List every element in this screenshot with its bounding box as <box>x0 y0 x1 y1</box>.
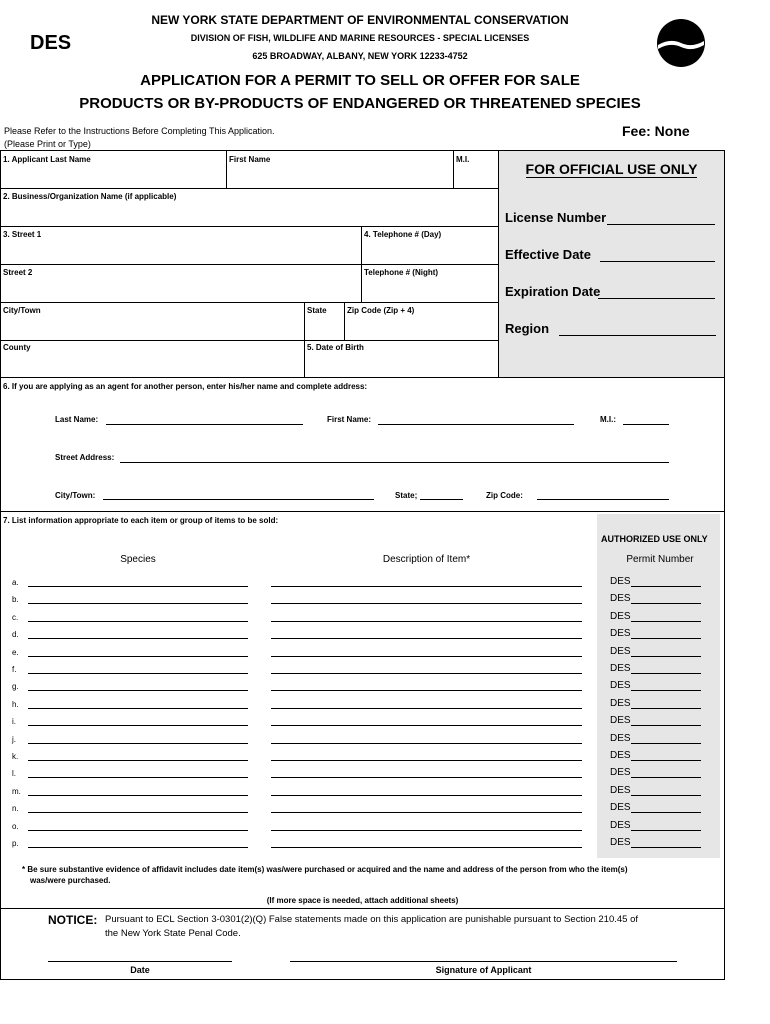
notice-text-line2: the New York State Penal Code. <box>105 928 241 939</box>
permit-number-field[interactable] <box>631 847 701 848</box>
permit-number-prefix: DES <box>610 767 631 778</box>
official-use-title: FOR OFFICIAL USE ONLY <box>525 161 698 177</box>
species-field[interactable] <box>28 603 248 604</box>
species-field[interactable] <box>28 586 248 587</box>
species-field[interactable] <box>28 638 248 639</box>
agent-heading: 6. If you are applying as an agent for another person, enter his/her name and complete address: <box>3 382 368 391</box>
instructions-text: Please Refer to the Instructions Before Completing This Application. <box>4 126 275 136</box>
agent-mi-label: M.I.: <box>600 415 616 424</box>
species-field[interactable] <box>28 795 248 796</box>
agent-zip-field[interactable] <box>537 499 669 500</box>
telephone-day-label: 4. Telephone # (Day) <box>364 230 442 239</box>
species-header: Species <box>120 554 156 565</box>
agent-last-name-field[interactable] <box>106 424 303 425</box>
species-field[interactable] <box>28 812 248 813</box>
agent-state-field[interactable] <box>420 499 463 500</box>
agent-mi-field[interactable] <box>623 424 669 425</box>
official-use-box <box>498 150 725 378</box>
agent-city-field[interactable] <box>103 499 374 500</box>
item-row-letter: b. <box>12 595 19 604</box>
items-heading: 7. List information appropriate to each item or group of items to be sold: <box>3 516 279 525</box>
agent-first-name-label: First Name: <box>327 415 372 424</box>
species-field[interactable] <box>28 743 248 744</box>
permit-number-field[interactable] <box>631 586 701 587</box>
effective-date-label: Effective Date <box>505 247 591 262</box>
permit-number-prefix: DES <box>610 646 631 657</box>
agent-street-label: Street Address: <box>55 453 115 462</box>
footnote-line2: was/were purchased. <box>30 876 111 885</box>
permit-number-prefix: DES <box>610 680 631 691</box>
description-field[interactable] <box>271 847 582 848</box>
description-field[interactable] <box>271 690 582 691</box>
notice-label: NOTICE: <box>48 913 98 927</box>
agent-street-field[interactable] <box>120 462 669 463</box>
agency-name: NEW YORK STATE DEPARTMENT OF ENVIRONMENTAL CONSERVATION <box>151 13 569 27</box>
species-field[interactable] <box>28 760 248 761</box>
species-field[interactable] <box>28 708 248 709</box>
agent-last-name-label: Last Name: <box>55 415 99 424</box>
footnote-line1: * Be sure substantive evidence of affidavit includes date item(s) was/were purchased or acquired and the name and address of the person from who the item(s) <box>22 865 628 874</box>
description-field[interactable] <box>271 673 582 674</box>
permit-number-prefix: DES <box>610 715 631 726</box>
permit-number-prefix: DES <box>610 733 631 744</box>
item-row-letter: c. <box>12 613 19 622</box>
applicant-last-name-label: 1. Applicant Last Name <box>3 155 91 164</box>
species-field[interactable] <box>28 777 248 778</box>
species-field[interactable] <box>28 621 248 622</box>
item-row-letter: n. <box>12 804 19 813</box>
permit-number-field[interactable] <box>631 812 701 813</box>
county-label: County <box>3 343 31 352</box>
description-field[interactable] <box>271 760 582 761</box>
description-field[interactable] <box>271 812 582 813</box>
description-field[interactable] <box>271 777 582 778</box>
description-field[interactable] <box>271 621 582 622</box>
description-field[interactable] <box>271 795 582 796</box>
item-row-letter: e. <box>12 648 19 657</box>
date-signature-line[interactable] <box>48 961 232 962</box>
agency-address: 625 BROADWAY, ALBANY, NEW YORK 12233-4752 <box>252 51 468 61</box>
description-field[interactable] <box>271 656 582 657</box>
item-row-letter: m. <box>12 787 21 796</box>
fee-label: Fee: None <box>622 123 690 139</box>
expiration-date-label: Expiration Date <box>505 284 601 299</box>
permit-number-field[interactable] <box>631 830 701 831</box>
item-row-letter: d. <box>12 630 19 639</box>
permit-number-field[interactable] <box>631 777 701 778</box>
description-field[interactable] <box>271 708 582 709</box>
permit-number-field[interactable] <box>631 690 701 691</box>
species-field[interactable] <box>28 847 248 848</box>
license-number-label: License Number <box>505 210 607 225</box>
zip-label: Zip Code (Zip + 4) <box>347 306 415 315</box>
species-field[interactable] <box>28 690 248 691</box>
applicant-signature-line[interactable] <box>290 961 677 962</box>
more-space-note: (If more space is needed, attach additional sheets) <box>266 896 459 905</box>
permit-number-header: Permit Number <box>626 554 694 565</box>
agent-city-label: City/Town: <box>55 491 96 500</box>
description-field[interactable] <box>271 603 582 604</box>
permit-number-field[interactable] <box>631 603 701 604</box>
form-title-line2: PRODUCTS OR BY-PRODUCTS OF ENDANGERED OR THREATENED SPECIES <box>79 95 641 112</box>
agent-first-name-field[interactable] <box>378 424 574 425</box>
applicant-mi-label: M.I. <box>456 155 470 164</box>
permit-number-prefix: DES <box>610 663 631 674</box>
description-field[interactable] <box>271 725 582 726</box>
permit-number-prefix: DES <box>610 576 631 587</box>
permit-number-prefix: DES <box>610 698 631 709</box>
item-row-letter: g. <box>12 682 19 691</box>
street1-label: 3. Street 1 <box>3 230 42 239</box>
permit-number-field[interactable] <box>631 621 701 622</box>
description-field[interactable] <box>271 830 582 831</box>
species-field[interactable] <box>28 673 248 674</box>
form-title-line1: APPLICATION FOR A PERMIT TO SELL OR OFFER FOR SALE <box>140 72 580 89</box>
form-code: DES <box>30 32 72 54</box>
permit-number-prefix: DES <box>610 750 631 761</box>
permit-number-prefix: DES <box>610 837 631 848</box>
permit-number-prefix: DES <box>610 785 631 796</box>
permit-number-field[interactable] <box>631 743 701 744</box>
license-number-line <box>607 224 715 225</box>
signature-label: Signature of Applicant <box>435 965 532 975</box>
description-field[interactable] <box>271 586 582 587</box>
permit-number-prefix: DES <box>610 611 631 622</box>
species-field[interactable] <box>28 656 248 657</box>
permit-number-field[interactable] <box>631 673 701 674</box>
telephone-night-label: Telephone # (Night) <box>364 268 439 277</box>
permit-number-prefix: DES <box>610 628 631 639</box>
permit-number-field[interactable] <box>631 708 701 709</box>
region-line <box>559 335 716 336</box>
agent-state-label: State; <box>395 491 418 500</box>
species-field[interactable] <box>28 725 248 726</box>
item-row-letter: i. <box>12 717 16 726</box>
dec-logo-icon <box>656 18 706 68</box>
permit-number-field[interactable] <box>631 760 701 761</box>
item-row-letter: h. <box>12 700 19 709</box>
authorized-use-label: AUTHORIZED USE ONLY <box>601 534 708 544</box>
permit-number-field[interactable] <box>631 725 701 726</box>
description-field[interactable] <box>271 743 582 744</box>
date-label: Date <box>130 965 150 975</box>
notice-text-line1: Pursuant to ECL Section 3-0301(2)(Q) False statements made on this application are punishable pursuant to Section 210.45 of <box>105 914 639 925</box>
permit-number-prefix: DES <box>610 802 631 813</box>
applicant-first-name-label: First Name <box>229 155 271 164</box>
street2-label: Street 2 <box>3 268 33 277</box>
item-row-letter: k. <box>12 752 19 761</box>
permit-number-prefix: DES <box>610 820 631 831</box>
description-header: Description of Item* <box>382 554 471 565</box>
agent-zip-label: Zip Code: <box>486 491 523 500</box>
effective-date-line <box>600 261 715 262</box>
permit-number-field[interactable] <box>631 795 701 796</box>
description-field[interactable] <box>271 638 582 639</box>
state-label: State <box>307 306 327 315</box>
division-name: DIVISION OF FISH, WILDLIFE AND MARINE RESOURCES - SPECIAL LICENSES <box>190 33 530 43</box>
date-of-birth-label: 5. Date of Birth <box>307 343 364 352</box>
city-label: City/Town <box>3 306 41 315</box>
business-name-label: 2. Business/Organization Name (if applicable) <box>3 192 177 201</box>
expiration-date-line <box>598 298 715 299</box>
print-type-note: (Please Print or Type) <box>4 139 91 149</box>
permit-number-field[interactable] <box>631 638 701 639</box>
item-row-letter: j. <box>12 735 16 744</box>
item-row-letter: o. <box>12 822 19 831</box>
species-field[interactable] <box>28 830 248 831</box>
item-row-letter: a. <box>12 578 19 587</box>
region-label: Region <box>505 321 550 336</box>
item-row-letter: f. <box>12 665 17 674</box>
permit-number-prefix: DES <box>610 593 631 604</box>
item-row-letter: l. <box>12 769 16 778</box>
item-row-letter: p. <box>12 839 19 848</box>
permit-number-field[interactable] <box>631 656 701 657</box>
